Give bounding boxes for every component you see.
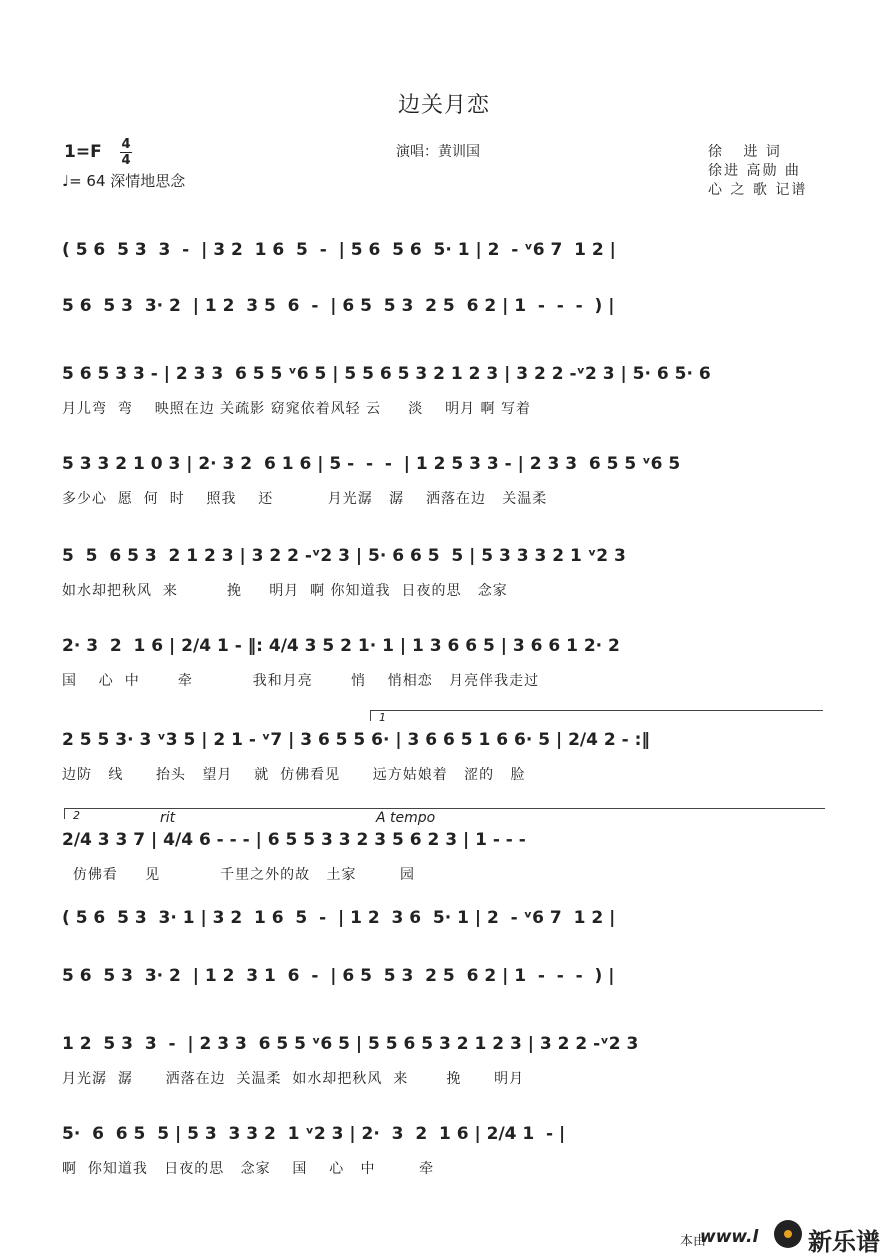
lyrics-line: 国 心 中 牵 我和月亮 悄 悄相恋 月亮伴我走过 [62, 673, 540, 689]
composer-credit: 徐进 高勋 曲 [708, 163, 801, 179]
notation-line: 2· 3 2 1 6 | 2/4 1 - ‖: 4/4 3 5 2 1· 1 | 1 3 6 6 5 | 3 6 6 1 2· 2 [62, 636, 620, 656]
notation-line: 5 6 5 3 3· 2 | 1 2 3 1 6 - | 6 5 5 3 2 5 6 2 | 1 - - - ) | [62, 966, 615, 986]
score-row [0, 636, 888, 689]
score-row [0, 730, 888, 783]
score-row [0, 364, 888, 417]
song-title: 边关月恋 [397, 93, 490, 118]
lyrics-line: 多少心 愿 何 时 照我 还 月光潺 潺 洒落在边 关温柔 [62, 491, 548, 507]
transcriber-credit: 心 之 歌 记谱 [708, 182, 808, 198]
time-signature [120, 138, 132, 167]
score-row [0, 1034, 888, 1087]
footer-watermark [648, 1216, 888, 1256]
footer-source: 本由 [680, 1234, 707, 1249]
lyrics-line: 仿佛看 见 千里之外的故 土家 园 [62, 867, 416, 883]
time-signature-top: 4 [121, 137, 131, 152]
tempo-marking: ♩= 64 深情地思念 [62, 172, 186, 190]
volta-2-label: 2 [73, 809, 80, 822]
lyrics-line: 月光潺 潺 洒落在边 关温柔 如水却把秋风 来 挽 明月 [62, 1071, 525, 1087]
key-signature: 1=F [64, 142, 102, 162]
score-row [0, 1124, 888, 1177]
notation-line: ( 5 6 5 3 3· 1 | 3 2 1 6 5 - | 1 2 3 6 5· 1 | 2 - ᵛ6 7 1 2 | [62, 908, 616, 928]
notation-line: 2 5 5 3· 3 ᵛ3 5 | 2 1 - ᵛ7 | 3 6 5 5 6· | 3 6 6 5 1 6 6· 5 | 2/4 2 - :‖ [62, 730, 650, 750]
score-row [0, 830, 888, 883]
volta-1-label: 1 [379, 711, 386, 724]
score-row [0, 240, 888, 280]
lyricist-credit: 徐 进 词 [708, 144, 782, 160]
notation-line: 5 6 5 3 3· 2 | 1 2 3 5 6 - | 6 5 5 3 2 5 6 2 | 1 - - - ) | [62, 296, 615, 316]
notation-line: 1 2 5 3 3 - | 2 3 3 6 5 5 ᵛ6 5 | 5 5 6 5 3 2 1 2 3 | 3 2 2 -ᵛ2 3 [62, 1034, 639, 1054]
footer-brand: 新乐谱 [808, 1228, 880, 1256]
score-row [0, 966, 888, 1006]
time-signature-bottom: 4 [121, 153, 131, 168]
notation-line: 2/4 3 3 7 | 4/4 6 - - - | 6 5 5 3 3 2 3 5 6 2 3 | 1 - - - [62, 830, 526, 850]
footer-url: www.l [700, 1227, 759, 1247]
a-tempo-marking: A tempo [376, 810, 436, 826]
notation-line: 5· 6 6 5 5 | 5 3 3 3 2 1 ᵛ2 3 | 2· 3 2 1 6 | 2/4 1 - | [62, 1124, 566, 1144]
volta-bracket-1 [370, 710, 823, 724]
lyrics-line: 啊 你知道我 日夜的思 念家 国 心 中 牵 [62, 1161, 435, 1177]
rit-marking: rit [160, 810, 176, 826]
lyrics-line: 边防 线 抬头 望月 就 仿佛看见 远方姑娘着 涩的 脸 [62, 767, 526, 783]
notation-line: 5 3 3 2 1 0 3 | 2· 3 2 6 1 6 | 5 - - - | 1 2 5 3 3 - | 2 3 3 6 5 5 ᵛ6 5 [62, 454, 681, 474]
score-row [0, 546, 888, 599]
notation-line: 5 6 5 3 3 - | 2 3 3 6 5 5 ᵛ6 5 | 5 5 6 5 3 2 1 2 3 | 3 2 2 -ᵛ2 3 | 5· 6 5· 6 [62, 364, 711, 384]
notation-line: ( 5 6 5 3 3 - | 3 2 1 6 5 - | 5 6 5 6 5· 1 | 2 - ᵛ6 7 1 2 | [62, 240, 616, 260]
lyrics-line: 月儿弯 弯 映照在边 关疏影 窈窕依着风轻 云 淡 明月 啊 写着 [62, 401, 532, 417]
record-logo-icon [774, 1220, 802, 1248]
volta-bracket-2 [64, 808, 825, 822]
lyrics-line: 如水却把秋风 来 挽 明月 啊 你知道我 日夜的思 念家 [62, 583, 508, 599]
notation-line: 5 5 6 5 3 2 1 2 3 | 3 2 2 -ᵛ2 3 | 5· 6 6 5 5 | 5 3 3 3 2 1 ᵛ2 3 [62, 546, 626, 566]
singer-credit: 演唱：黄训国 [396, 144, 480, 160]
score-row [0, 296, 888, 336]
score-row [0, 454, 888, 507]
score-row [0, 908, 888, 948]
